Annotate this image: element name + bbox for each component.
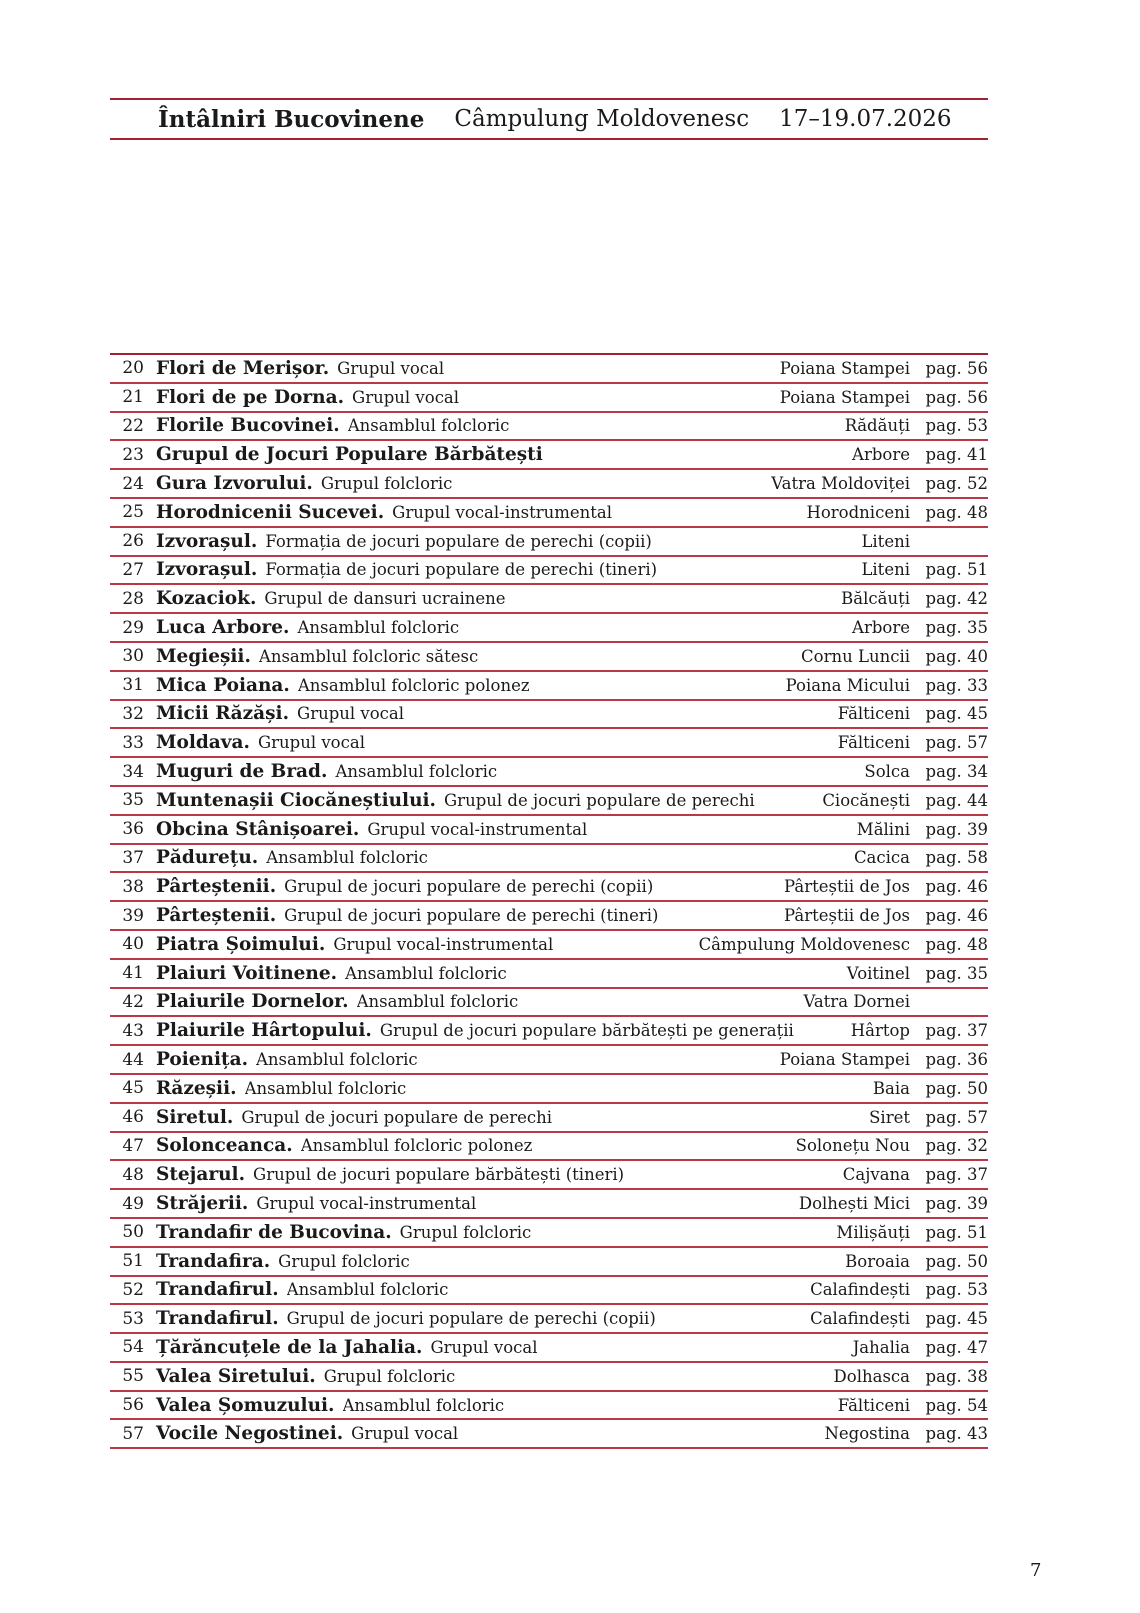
ensemble-name: Trandafir de Bucovina. xyxy=(156,1221,392,1243)
ensemble-type: Grupul de jocuri populare de perechi (copii) xyxy=(284,877,654,897)
ensemble-locality: Solca xyxy=(864,762,910,782)
ensemble-locality: Poiana Stampei xyxy=(779,1050,910,1070)
ensemble-locality: Fălticeni xyxy=(837,704,910,724)
page-reference: pag. 52 xyxy=(925,474,988,494)
ensemble-locality: Arbore xyxy=(852,618,910,638)
ensemble-type: Grupul de jocuri populare bărbătești pe generații xyxy=(379,1021,794,1041)
table-row xyxy=(110,1334,988,1363)
entry-number: 24 xyxy=(122,473,144,494)
ensemble-locality: Hârtop xyxy=(850,1021,910,1041)
table-row xyxy=(110,355,988,384)
ensemble-name: Răzeșii. xyxy=(156,1077,237,1099)
table-row xyxy=(110,499,988,528)
table-row xyxy=(110,1161,988,1190)
table-row xyxy=(110,643,988,672)
ensemble-name: Muntenașii Ciocăneștiului. xyxy=(156,789,436,811)
table-row xyxy=(110,614,988,643)
page-reference: pag. 34 xyxy=(925,762,988,782)
ensemble-name: Megieșii. xyxy=(156,645,251,667)
ensemble-locality: Pârteștii de Jos xyxy=(784,877,910,897)
ensemble-type: Grupul folcloric xyxy=(323,1366,456,1386)
ensemble-name: Florile Bucovinei. xyxy=(156,415,340,437)
table-row xyxy=(110,816,988,845)
ensemble-type: Ansamblul folcloric xyxy=(347,416,510,436)
entry-number: 26 xyxy=(122,531,144,552)
page-reference: pag. 51 xyxy=(925,1222,988,1242)
ensemble-type: Grupul vocal xyxy=(351,1424,459,1444)
entry-number: 37 xyxy=(122,847,144,868)
entry-number: 20 xyxy=(122,358,144,379)
ensemble-name: Micii Răzăși. xyxy=(156,703,290,725)
ensemble-type: Ansamblul folcloric xyxy=(297,618,460,638)
table-row xyxy=(110,1277,988,1306)
page-reference: pag. 35 xyxy=(925,618,988,638)
festival-dates: 17–19.07.2026 xyxy=(779,106,952,132)
page-reference: pag. 38 xyxy=(925,1366,988,1386)
page-reference: pag. 56 xyxy=(925,358,988,378)
ensemble-locality: Boroaia xyxy=(845,1251,910,1271)
ensemble-name: Stejarul. xyxy=(156,1164,246,1186)
entry-number: 31 xyxy=(122,675,144,696)
ensemble-type: Ansamblul folcloric xyxy=(335,762,498,782)
ensemble-type: Ansamblul folcloric xyxy=(286,1280,449,1300)
ensemble-locality: Câmpulung Moldovenesc xyxy=(698,934,910,954)
table-row xyxy=(110,787,988,816)
page-reference: pag. 32 xyxy=(925,1136,988,1156)
ensemble-name: Moldava. xyxy=(156,732,250,754)
ensemble-locality: Fălticeni xyxy=(837,1395,910,1415)
entry-number: 48 xyxy=(122,1164,144,1185)
ensemble-name: Izvorașul. xyxy=(156,559,258,581)
page-reference: pag. 53 xyxy=(925,1280,988,1300)
festival-location: Câmpulung Moldovenesc xyxy=(454,106,750,132)
ensemble-locality: Arbore xyxy=(852,445,910,465)
table-row xyxy=(110,1219,988,1248)
entry-number: 23 xyxy=(122,444,144,465)
entry-number: 28 xyxy=(122,588,144,609)
table-row xyxy=(110,384,988,413)
entry-number: 40 xyxy=(122,934,144,955)
ensemble-locality: Ciocănești xyxy=(822,790,910,810)
page-reference: pag. 35 xyxy=(925,963,988,983)
page-reference: pag. 48 xyxy=(925,502,988,522)
table-row xyxy=(110,413,988,442)
entry-number: 36 xyxy=(122,819,144,840)
page-reference: pag. 57 xyxy=(925,733,988,753)
table-row xyxy=(110,672,988,701)
table-row xyxy=(110,557,988,586)
ensemble-name: Pârteștenii. xyxy=(156,876,277,898)
ensemble-name: Piatra Șoimului. xyxy=(156,933,326,955)
ensemble-name: Țărăncuțele de la Jahalia. xyxy=(156,1336,423,1358)
table-row xyxy=(110,1046,988,1075)
table-row xyxy=(110,845,988,874)
ensemble-name: Izvorașul. xyxy=(156,530,258,552)
ensemble-type: Formația de jocuri populare de perechi (copii) xyxy=(265,531,652,551)
entry-number: 57 xyxy=(122,1423,144,1444)
ensemble-type: Grupul vocal-instrumental xyxy=(392,502,613,522)
entry-number: 29 xyxy=(122,617,144,638)
ensemble-name: Trandafirul. xyxy=(156,1308,279,1330)
festival-title: Întâlniri Bucovinene xyxy=(158,105,425,133)
page-reference: pag. 37 xyxy=(925,1021,988,1041)
ensemble-type: Grupul vocal xyxy=(430,1337,538,1357)
ensemble-type: Grupul folcloric xyxy=(320,474,453,494)
table-row xyxy=(110,1392,988,1421)
table-row xyxy=(110,701,988,730)
ensemble-type: Grupul vocal-instrumental xyxy=(367,819,588,839)
entry-number: 47 xyxy=(122,1135,144,1156)
ensemble-name: Plaiurile Hârtopului. xyxy=(156,1020,372,1042)
entry-number: 49 xyxy=(122,1193,144,1214)
ensemble-type: Grupul folcloric xyxy=(278,1251,410,1271)
ensemble-locality: Dolhasca xyxy=(833,1366,910,1386)
ensemble-name: Trandafirul. xyxy=(156,1279,279,1301)
table-row xyxy=(110,1248,988,1277)
ensemble-name: Pârteștenii. xyxy=(156,905,277,927)
ensemble-type: Ansamblul folcloric xyxy=(342,1395,505,1415)
ensemble-type: Ansamblul folcloric xyxy=(244,1078,407,1098)
ensemble-locality: Mălini xyxy=(856,819,910,839)
entry-number: 22 xyxy=(122,415,144,436)
entry-number: 41 xyxy=(122,963,144,984)
page-reference: pag. 58 xyxy=(925,848,988,868)
page-reference: pag. 40 xyxy=(925,646,988,666)
page-reference: pag. 39 xyxy=(925,819,988,839)
ensemble-type: Grupul de jocuri populare de perechi (copii) xyxy=(286,1309,656,1329)
ensemble-index-table xyxy=(110,353,988,1449)
ensemble-locality: Fălticeni xyxy=(837,733,910,753)
entry-number: 56 xyxy=(122,1395,144,1416)
ensemble-locality: Vatra Moldoviței xyxy=(771,474,910,494)
entry-number: 45 xyxy=(122,1078,144,1099)
ensemble-name: Valea Șomuzului. xyxy=(156,1394,335,1416)
ensemble-name: Kozaciok. xyxy=(156,588,257,610)
ensemble-type: Ansamblul folcloric xyxy=(266,848,428,868)
page-reference: pag. 57 xyxy=(925,1107,988,1127)
ensemble-locality: Dolhești Mici xyxy=(798,1194,910,1213)
entry-number: 33 xyxy=(122,732,144,753)
entry-number: 55 xyxy=(122,1366,144,1387)
page-reference: pag. 54 xyxy=(925,1395,988,1415)
page-reference: pag. 45 xyxy=(925,1309,988,1329)
ensemble-locality: Baia xyxy=(872,1078,910,1098)
ensemble-locality: Pârteștii de Jos xyxy=(784,906,910,926)
page-header xyxy=(110,98,988,140)
ensemble-locality: Horodniceni xyxy=(806,502,910,522)
page-reference: pag. 36 xyxy=(925,1050,988,1070)
ensemble-locality: Cajvana xyxy=(842,1165,910,1185)
ensemble-locality: Cacica xyxy=(853,848,910,868)
page-reference: pag. 37 xyxy=(925,1165,988,1185)
ensemble-name: Poienița. xyxy=(156,1049,249,1071)
ensemble-type: Grupul vocal xyxy=(257,733,365,753)
ensemble-name: Obcina Stânișoarei. xyxy=(156,818,360,840)
ensemble-type: Grupul folcloric xyxy=(399,1222,532,1242)
page-reference: pag. 39 xyxy=(925,1194,988,1213)
page-reference: pag. 33 xyxy=(925,675,988,695)
ensemble-name: Siretul. xyxy=(156,1106,234,1128)
page-reference: pag. 46 xyxy=(925,906,988,926)
ensemble-locality: Vatra Dornei xyxy=(803,992,910,1012)
ensemble-type: Grupul vocal-instrumental xyxy=(256,1194,477,1213)
page-reference: pag. 53 xyxy=(925,416,988,436)
page-reference: pag. 56 xyxy=(925,387,988,407)
table-row xyxy=(110,1133,988,1162)
table-row xyxy=(110,1017,988,1046)
ensemble-name: Plaiurile Dornelor. xyxy=(156,991,349,1013)
ensemble-locality: Jahalia xyxy=(852,1337,910,1357)
page-reference: pag. 47 xyxy=(925,1337,988,1357)
table-row xyxy=(110,873,988,902)
ensemble-locality: Bălcăuți xyxy=(841,589,910,609)
ensemble-name: Muguri de Brad. xyxy=(156,761,328,783)
ensemble-locality: Liteni xyxy=(861,531,910,551)
entry-number: 43 xyxy=(122,1020,144,1041)
ensemble-name: Solonceanca. xyxy=(156,1135,293,1157)
ensemble-locality: Poiana Stampei xyxy=(779,358,910,378)
entry-number: 52 xyxy=(122,1279,144,1300)
ensemble-locality: Solonețu Nou xyxy=(795,1136,910,1156)
table-row xyxy=(110,902,988,931)
ensemble-name: Plaiuri Voitinene. xyxy=(156,962,338,984)
page-reference: pag. 41 xyxy=(925,445,988,465)
ensemble-type: Grupul vocal xyxy=(352,387,460,407)
ensemble-type: Ansamblul folcloric polonez xyxy=(297,675,530,695)
entry-number: 44 xyxy=(122,1049,144,1070)
page-reference: pag. 48 xyxy=(925,934,988,954)
entry-number: 42 xyxy=(122,991,144,1012)
page-reference: pag. 43 xyxy=(925,1424,988,1444)
ensemble-locality: Calafindești xyxy=(810,1280,910,1300)
entry-number: 27 xyxy=(122,559,144,580)
ensemble-type: Grupul de jocuri populare bărbătești (tineri) xyxy=(253,1165,625,1185)
page-reference: pag. 50 xyxy=(925,1078,988,1098)
entry-number: 21 xyxy=(122,387,144,408)
entry-number: 54 xyxy=(122,1337,144,1358)
ensemble-name: Flori de Merișor. xyxy=(156,357,330,379)
entry-number: 35 xyxy=(122,790,144,811)
table-row xyxy=(110,931,988,960)
table-row xyxy=(110,1305,988,1334)
page-reference: pag. 50 xyxy=(925,1251,988,1271)
table-row xyxy=(110,1075,988,1104)
ensemble-type: Formația de jocuri populare de perechi (tineri) xyxy=(265,560,658,580)
page-number: 7 xyxy=(1030,1560,1042,1581)
page-reference: pag. 45 xyxy=(925,704,988,724)
ensemble-name: Mica Poiana. xyxy=(156,674,290,696)
table-row xyxy=(110,528,988,557)
ensemble-locality: Cornu Luncii xyxy=(801,646,910,666)
entry-number: 25 xyxy=(122,502,144,523)
page-reference: pag. 44 xyxy=(925,790,988,810)
ensemble-locality: Rădăuți xyxy=(844,416,910,436)
table-row xyxy=(110,470,988,499)
table-row xyxy=(110,989,988,1018)
ensemble-name: Luca Arbore. xyxy=(156,617,290,639)
ensemble-locality: Negostina xyxy=(824,1424,910,1444)
ensemble-locality: Milișăuți xyxy=(836,1222,910,1242)
entry-number: 39 xyxy=(122,905,144,926)
ensemble-name: Străjerii. xyxy=(156,1193,249,1214)
ensemble-name: Trandafira. xyxy=(156,1250,271,1272)
entry-number: 32 xyxy=(122,703,144,724)
table-row xyxy=(110,1104,988,1133)
ensemble-name: Gura Izvorului. xyxy=(156,473,313,495)
ensemble-type: Grupul vocal xyxy=(297,704,405,724)
ensemble-type: Grupul de jocuri populare de perechi (tineri) xyxy=(284,906,659,926)
ensemble-type: Grupul de jocuri populare de perechi xyxy=(241,1107,553,1127)
ensemble-name: Vocile Negostinei. xyxy=(156,1423,344,1445)
ensemble-type: Ansamblul folcloric sătesc xyxy=(258,646,479,666)
table-row xyxy=(110,758,988,787)
ensemble-type: Ansamblul folcloric xyxy=(356,992,519,1012)
ensemble-type: Grupul de dansuri ucrainene xyxy=(264,589,506,609)
ensemble-name: Horodnicenii Sucevei. xyxy=(156,501,385,523)
ensemble-locality: Poiana Stampei xyxy=(779,387,910,407)
ensemble-locality: Calafindești xyxy=(810,1309,910,1329)
table-row xyxy=(110,729,988,758)
ensemble-type: Grupul vocal-instrumental xyxy=(333,934,554,954)
ensemble-type: Ansamblul folcloric xyxy=(256,1050,418,1070)
table-row xyxy=(110,1363,988,1392)
page-reference: pag. 51 xyxy=(925,560,988,580)
entry-number: 50 xyxy=(122,1222,144,1243)
ensemble-locality: Poiana Micului xyxy=(785,675,910,695)
page-reference: pag. 46 xyxy=(925,877,988,897)
ensemble-type: Grupul de jocuri populare de perechi xyxy=(444,790,755,810)
ensemble-name: Valea Siretului. xyxy=(156,1365,316,1387)
table-row xyxy=(110,1420,988,1449)
entry-number: 34 xyxy=(122,761,144,782)
ensemble-locality: Siret xyxy=(869,1107,910,1127)
entry-number: 38 xyxy=(122,876,144,897)
entry-number: 51 xyxy=(122,1251,144,1272)
ensemble-locality: Liteni xyxy=(861,560,910,580)
entry-number: 46 xyxy=(122,1107,144,1128)
table-row xyxy=(110,441,988,470)
ensemble-locality: Voitinel xyxy=(846,963,910,983)
table-row xyxy=(110,960,988,989)
entry-number: 53 xyxy=(122,1308,144,1329)
ensemble-name: Grupul de Jocuri Populare Bărbătești xyxy=(156,444,543,466)
table-row xyxy=(110,585,988,614)
ensemble-name: Pădurețu. xyxy=(156,847,259,869)
ensemble-type: Ansamblul folcloric xyxy=(345,963,507,983)
ensemble-type: Ansamblul folcloric polonez xyxy=(300,1136,533,1156)
ensemble-name: Flori de pe Dorna. xyxy=(156,386,345,408)
page-reference: pag. 42 xyxy=(925,589,988,609)
ensemble-type: Grupul vocal xyxy=(337,358,445,378)
table-row xyxy=(110,1190,988,1219)
entry-number: 30 xyxy=(122,646,144,667)
